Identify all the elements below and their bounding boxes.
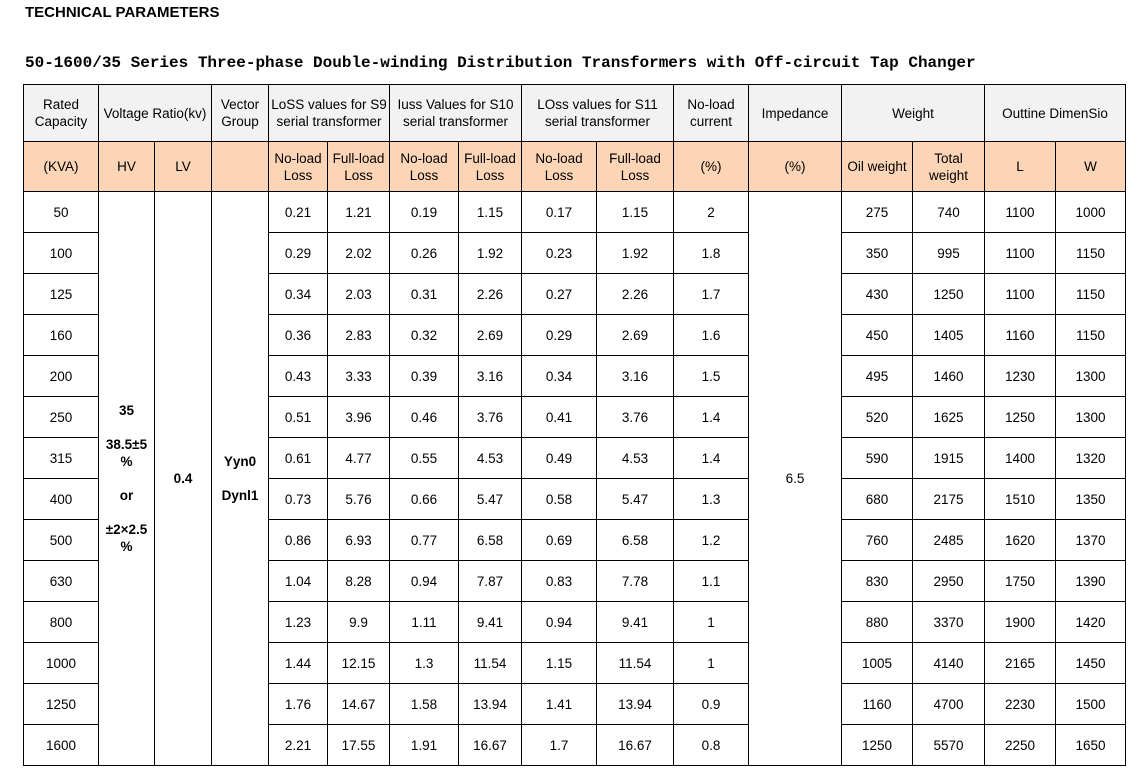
cell-total-weight: 1915 [913,438,985,479]
cell-no-load-current: 1.2 [674,520,749,561]
cell-length: 1100 [985,233,1056,274]
cell-s10-noload: 0.55 [390,438,459,479]
header-voltage-ratio: Voltage Ratio(kv) [99,85,212,142]
hv-value: or [119,488,134,503]
cell-s9-fullload: 3.33 [328,356,390,397]
cell-s9-noload: 1.76 [269,684,328,725]
unit-width: W [1056,142,1126,192]
unit-hv: HV [99,142,155,192]
cell-s9-fullload: 3.96 [328,397,390,438]
cell-s10-fullload: 11.54 [459,643,522,684]
cell-oil-weight: 1250 [842,725,913,766]
cell-total-weight: 1250 [913,274,985,315]
cell-no-load-current: 1 [674,643,749,684]
cell-s11-fullload: 5.47 [597,479,674,520]
cell-s10-noload: 0.94 [390,561,459,602]
cell-s11-noload: 0.41 [522,397,597,438]
cell-s9-fullload: 14.67 [328,684,390,725]
cell-s10-fullload: 1.15 [459,192,522,233]
cell-s10-noload: 1.3 [390,643,459,684]
cell-oil-weight: 680 [842,479,913,520]
cell-length: 1250 [985,397,1056,438]
cell-total-weight: 5570 [913,725,985,766]
header-s11-loss: LOss values for S11 serial transformer [522,85,674,142]
cell-length: 1100 [985,274,1056,315]
spacer [101,419,152,436]
cell-total-weight: 995 [913,233,985,274]
cell-total-weight: 1460 [913,356,985,397]
cell-width: 1500 [1056,684,1126,725]
unit-oil-weight: Oil weight [842,142,913,192]
cell-total-weight: 2175 [913,479,985,520]
cell-s10-fullload: 2.26 [459,274,522,315]
cell-s9-noload: 0.21 [269,192,328,233]
cell-no-load-current: 1.6 [674,315,749,356]
cell-width: 1150 [1056,233,1126,274]
cell-s9-fullload: 5.76 [328,479,390,520]
header-no-load-current: No-load current [674,85,749,142]
cell-kva: 500 [24,520,99,561]
table-row [24,192,1126,233]
cell-total-weight: 4700 [913,684,985,725]
cell-kva: 250 [24,397,99,438]
unit-total-weight: Total weight [913,142,985,192]
cell-s9-noload: 1.23 [269,602,328,643]
cell-no-load-current: 0.9 [674,684,749,725]
cell-no-load-current: 1.3 [674,479,749,520]
cell-s10-fullload: 5.47 [459,479,522,520]
cell-oil-weight: 350 [842,233,913,274]
unit-s9-fullload: Full-load Loss [328,142,390,192]
cell-s9-fullload: 8.28 [328,561,390,602]
cell-width: 1300 [1056,397,1126,438]
unit-lv: LV [155,142,212,192]
cell-s9-fullload: 9.9 [328,602,390,643]
cell-s10-noload: 0.32 [390,315,459,356]
cell-length: 2250 [985,725,1056,766]
unit-current-pct: (%) [674,142,749,192]
cell-s9-noload: 0.36 [269,315,328,356]
cell-s10-fullload: 16.67 [459,725,522,766]
cell-s9-fullload: 12.15 [328,643,390,684]
header-dimension: Outtine DimenSio [985,85,1126,142]
cell-total-weight: 740 [913,192,985,233]
cell-s10-fullload: 3.16 [459,356,522,397]
cell-s10-fullload: 4.53 [459,438,522,479]
unit-s11-noload: No-load Loss [522,142,597,192]
cell-no-load-current: 1.8 [674,233,749,274]
cell-oil-weight: 590 [842,438,913,479]
cell-length: 1510 [985,479,1056,520]
cell-s10-noload: 0.39 [390,356,459,397]
cell-oil-weight: 450 [842,315,913,356]
cell-s11-noload: 0.34 [522,356,597,397]
table-title: 50-1600/35 Series Three-phase Double-winding Distribution Transformers with Off-circuit Tap Changer [25,54,976,72]
cell-width: 1420 [1056,602,1126,643]
cell-s9-fullload: 2.02 [328,233,390,274]
cell-s11-fullload: 13.94 [597,684,674,725]
cell-s11-noload: 0.94 [522,602,597,643]
cell-s11-fullload: 2.26 [597,274,674,315]
cell-s11-fullload: 4.53 [597,438,674,479]
cell-s9-noload: 0.73 [269,479,328,520]
cell-kva: 160 [24,315,99,356]
cell-s9-noload: 0.43 [269,356,328,397]
cell-kva: 630 [24,561,99,602]
cell-s11-noload: 0.69 [522,520,597,561]
technical-parameters-table [23,84,1126,766]
cell-oil-weight: 275 [842,192,913,233]
cell-oil-weight: 1160 [842,684,913,725]
cell-s11-fullload: 3.16 [597,356,674,397]
unit-s11-fullload: Full-load Loss [597,142,674,192]
cell-width: 1350 [1056,479,1126,520]
unit-impedance-pct: (%) [749,142,842,192]
cell-s11-fullload: 2.69 [597,315,674,356]
cell-oil-weight: 880 [842,602,913,643]
page-heading: TECHNICAL PARAMETERS [25,4,220,21]
cell-length: 1400 [985,438,1056,479]
cell-no-load-current: 2 [674,192,749,233]
hv-value: ±2×2.5 % [105,522,148,554]
cell-s9-fullload: 2.03 [328,274,390,315]
cell-s10-noload: 0.26 [390,233,459,274]
cell-impedance-merged: 6.5 [749,192,842,766]
cell-vector-merged [212,192,269,766]
cell-s9-fullload: 4.77 [328,438,390,479]
cell-lv-merged: 0.4 [155,192,212,766]
cell-s10-noload: 0.19 [390,192,459,233]
cell-s10-fullload: 9.41 [459,602,522,643]
cell-length: 1160 [985,315,1056,356]
cell-length: 1900 [985,602,1056,643]
hv-value: 35 [118,403,135,418]
cell-s10-noload: 1.91 [390,725,459,766]
cell-s9-noload: 2.21 [269,725,328,766]
cell-s11-noload: 0.27 [522,274,597,315]
header-vector-group: Vector Group [212,85,269,142]
cell-oil-weight: 495 [842,356,913,397]
cell-s10-noload: 1.58 [390,684,459,725]
spacer [101,470,152,487]
cell-width: 1650 [1056,725,1126,766]
cell-s9-noload: 1.44 [269,643,328,684]
header-s10-loss: Iuss Values for S10 serial transformer [390,85,522,142]
cell-width: 1300 [1056,356,1126,397]
cell-kva: 800 [24,602,99,643]
cell-kva: 125 [24,274,99,315]
unit-vector-blank [212,142,269,192]
cell-kva: 1000 [24,643,99,684]
cell-no-load-current: 1.4 [674,397,749,438]
cell-no-load-current: 1.5 [674,356,749,397]
cell-oil-weight: 760 [842,520,913,561]
cell-width: 1370 [1056,520,1126,561]
spacer [101,504,152,521]
cell-no-load-current: 1 [674,602,749,643]
cell-width: 1150 [1056,315,1126,356]
cell-s10-noload: 0.66 [390,479,459,520]
cell-no-load-current: 1.4 [674,438,749,479]
cell-width: 1150 [1056,274,1126,315]
cell-s9-fullload: 2.83 [328,315,390,356]
header-impedance: Impedance [749,85,842,142]
cell-s9-noload: 0.51 [269,397,328,438]
cell-s10-fullload: 2.69 [459,315,522,356]
cell-s11-fullload: 1.15 [597,192,674,233]
cell-oil-weight: 430 [842,274,913,315]
cell-length: 1230 [985,356,1056,397]
cell-hv-merged [99,192,155,766]
cell-s9-noload: 0.34 [269,274,328,315]
cell-kva: 100 [24,233,99,274]
vector-value: Yyn0 [223,454,257,469]
cell-length: 2165 [985,643,1056,684]
cell-s11-noload: 1.7 [522,725,597,766]
cell-s10-fullload: 7.87 [459,561,522,602]
cell-no-load-current: 1.7 [674,274,749,315]
cell-no-load-current: 1.1 [674,561,749,602]
cell-total-weight: 1405 [913,315,985,356]
cell-length: 1750 [985,561,1056,602]
cell-oil-weight: 830 [842,561,913,602]
cell-total-weight: 4140 [913,643,985,684]
cell-s11-noload: 0.49 [522,438,597,479]
cell-s11-noload: 0.29 [522,315,597,356]
unit-length: L [985,142,1056,192]
cell-s9-fullload: 17.55 [328,725,390,766]
cell-s10-fullload: 6.58 [459,520,522,561]
cell-kva: 400 [24,479,99,520]
cell-s11-fullload: 3.76 [597,397,674,438]
vector-value: Dynl1 [221,488,259,503]
header-row-units [24,142,1126,192]
cell-s10-fullload: 3.76 [459,397,522,438]
cell-s11-fullload: 9.41 [597,602,674,643]
cell-s9-fullload: 6.93 [328,520,390,561]
unit-s10-noload: No-load Loss [390,142,459,192]
cell-s11-fullload: 7.78 [597,561,674,602]
unit-s10-fullload: Full-load Loss [459,142,522,192]
header-rated-capacity: Rated Capacity [24,85,99,142]
cell-total-weight: 1625 [913,397,985,438]
cell-length: 1100 [985,192,1056,233]
cell-total-weight: 2950 [913,561,985,602]
cell-s9-noload: 0.61 [269,438,328,479]
cell-s10-noload: 0.31 [390,274,459,315]
cell-s10-fullload: 1.92 [459,233,522,274]
header-weight: Weight [842,85,985,142]
cell-s10-noload: 1.11 [390,602,459,643]
cell-s11-fullload: 16.67 [597,725,674,766]
unit-s9-noload: No-load Loss [269,142,328,192]
unit-kva: (KVA) [24,142,99,192]
cell-s11-noload: 0.17 [522,192,597,233]
cell-total-weight: 2485 [913,520,985,561]
cell-s11-noload: 1.15 [522,643,597,684]
cell-s11-noload: 0.58 [522,479,597,520]
cell-s9-noload: 0.29 [269,233,328,274]
cell-width: 1390 [1056,561,1126,602]
cell-s11-fullload: 11.54 [597,643,674,684]
cell-width: 1450 [1056,643,1126,684]
cell-s9-noload: 1.04 [269,561,328,602]
cell-s11-noload: 0.23 [522,233,597,274]
cell-width: 1000 [1056,192,1126,233]
cell-kva: 1600 [24,725,99,766]
cell-s10-noload: 0.77 [390,520,459,561]
cell-oil-weight: 520 [842,397,913,438]
header-s9-loss: LoSS values for S9 serial transformer [269,85,390,142]
cell-s11-noload: 0.83 [522,561,597,602]
cell-oil-weight: 1005 [842,643,913,684]
header-row-primary [24,85,1126,142]
cell-length: 2230 [985,684,1056,725]
cell-total-weight: 3370 [913,602,985,643]
cell-no-load-current: 0.8 [674,725,749,766]
cell-s10-fullload: 13.94 [459,684,522,725]
cell-kva: 200 [24,356,99,397]
cell-s11-fullload: 1.92 [597,233,674,274]
cell-s9-noload: 0.86 [269,520,328,561]
cell-kva: 315 [24,438,99,479]
cell-s11-fullload: 6.58 [597,520,674,561]
cell-kva: 50 [24,192,99,233]
cell-s11-noload: 1.41 [522,684,597,725]
spacer [214,470,266,487]
cell-s9-fullload: 1.21 [328,192,390,233]
cell-kva: 1250 [24,684,99,725]
cell-width: 1320 [1056,438,1126,479]
hv-value: 38.5±5 % [105,437,148,469]
cell-s10-noload: 0.46 [390,397,459,438]
cell-length: 1620 [985,520,1056,561]
